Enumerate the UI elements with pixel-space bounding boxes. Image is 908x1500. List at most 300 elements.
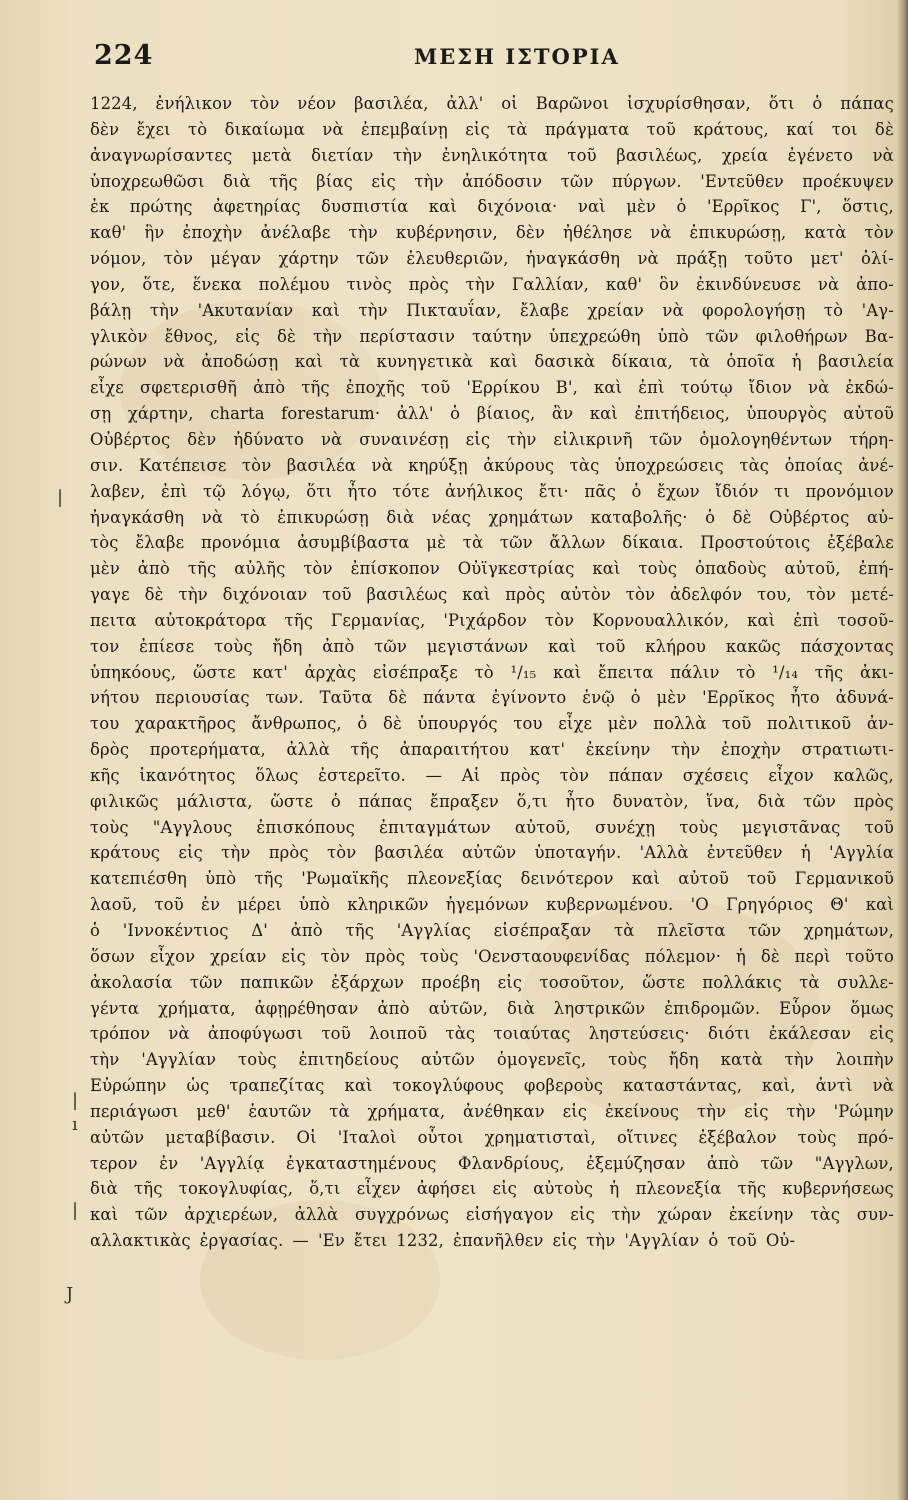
text-line [90, 194, 894, 220]
word: σιν. [90, 455, 124, 475]
word: κυβερνωμένου. [546, 895, 674, 915]
word: κληρικῶν [347, 895, 429, 915]
word: εἰς [465, 429, 491, 449]
word: ἀνήλικος [445, 481, 524, 501]
text-line [90, 143, 894, 169]
text-line [90, 1176, 894, 1202]
text-line [90, 117, 894, 143]
word: 'Ριχάρδον [443, 610, 527, 630]
margin-mark: J [66, 1284, 74, 1305]
word: ἐπιτηδείους [298, 1050, 399, 1070]
page-edge [898, 0, 908, 1500]
word: ἀσυμβίβαστα [297, 533, 410, 553]
word: τὸ [823, 300, 844, 320]
word: τὴν [586, 1231, 616, 1251]
word: 'Ο [690, 895, 709, 915]
word: ἐξέβαλε [827, 533, 894, 553]
word: τούτῳ [680, 378, 733, 398]
word: μὲ [426, 533, 447, 553]
word: κράτους [90, 843, 161, 863]
word: Γερμανίας, [330, 610, 426, 630]
word: νὰ [662, 300, 684, 320]
word: ἐποχὴν [182, 223, 243, 243]
word: Ταῦτα [319, 688, 373, 708]
word: ἀπὸ [377, 998, 410, 1018]
word: τοὺς [90, 817, 129, 837]
word: ἀφήσει [416, 1179, 477, 1199]
word: ὡς [186, 1076, 210, 1096]
word: Εὗρον [779, 998, 832, 1018]
text-line [90, 91, 894, 117]
word: 'Ερρῖκος [702, 688, 775, 708]
word: χρημάτων [488, 507, 574, 527]
word: ἐνηλικότητα [441, 145, 548, 165]
word: τὰς [445, 1024, 476, 1044]
word: πλεῖστα [657, 921, 726, 940]
word: τοῦ [322, 585, 352, 605]
word: ἐπὶ [638, 378, 665, 398]
word: τῶν [649, 429, 683, 449]
word: διὰ [222, 171, 251, 191]
word: περιάγωσι [90, 1101, 179, 1121]
word: ἀποφύγωσι [207, 1024, 304, 1044]
word: πλεονεξία [635, 1179, 722, 1199]
word: των. [265, 688, 304, 708]
word: βίαιος, [476, 404, 536, 424]
word: προτερήματα, [149, 740, 266, 760]
word: τοὺς [238, 1050, 277, 1070]
word: ἐπὶ [793, 610, 820, 630]
word: σχέσεις [682, 765, 749, 785]
word: τὴν [358, 300, 388, 320]
margin-mark: | [57, 487, 64, 508]
word: μάλιστα, [176, 791, 253, 811]
text-line [90, 220, 894, 246]
word: τὰς [569, 455, 600, 475]
word: γλικὸν [90, 326, 148, 346]
word: αὐτῶν [420, 1050, 476, 1070]
word: αὐτῶν [462, 843, 517, 863]
text-line [90, 840, 894, 866]
word: ὃν [659, 274, 680, 294]
word: ἀντὶ [815, 1076, 853, 1096]
text-line [90, 375, 894, 401]
word: Βα- [864, 326, 894, 346]
word: τῆς [814, 662, 844, 682]
word: ἦτο [565, 791, 595, 811]
word: νήτου [90, 688, 140, 708]
word: ἐκάλεσαν [768, 1024, 852, 1044]
word: κατεπιέσθη [90, 869, 187, 889]
word: — [425, 765, 443, 785]
word: ἐπικυρώσῃ, [689, 223, 787, 243]
text-line [90, 866, 894, 892]
word: πράξῃ [676, 249, 728, 269]
word: δυνατὸν, [612, 791, 689, 811]
word: ἐποχὴν [720, 740, 781, 760]
word: πάλιν [670, 662, 720, 682]
word: δὲ [874, 119, 894, 139]
word: πάπαν [608, 765, 664, 785]
word: ἀλλ' [446, 94, 484, 113]
word: καὶ [90, 1205, 119, 1225]
word: πάπας [840, 94, 894, 113]
word: τοιαύτας [493, 1024, 571, 1044]
text-line [90, 711, 894, 737]
word: 'Ερρίκου [466, 378, 540, 398]
word: κυβέρνησιν, [395, 223, 498, 243]
word: Οὐβέρτος [90, 429, 171, 449]
word: τὴν [90, 1050, 120, 1070]
word: 'Αγγλίαν [141, 1050, 217, 1070]
word: τὴν [784, 1050, 814, 1070]
word: ἐκείνην [728, 1205, 794, 1225]
word: Β', [555, 378, 579, 398]
word: εἰσήγαγον [465, 1205, 554, 1225]
word: χώραν [657, 1205, 713, 1225]
word: πρὸς [365, 946, 406, 966]
word: πύργων. [612, 171, 682, 191]
word: εἰς [465, 119, 490, 139]
word: προέβη [421, 972, 481, 992]
word: καὶ [594, 378, 623, 398]
word: τοῦτο [744, 249, 794, 269]
word: τὸν [625, 585, 656, 605]
text-line [90, 918, 894, 944]
word: ἐπικυρώσῃ [277, 507, 369, 527]
word: τήρη- [849, 429, 894, 449]
word: καὶ, [762, 1076, 796, 1096]
word: περίστασιν [359, 326, 456, 346]
word: ἦτο [347, 481, 377, 501]
word: ἐκείνην [585, 740, 651, 760]
word: ἄνθρωπος, [251, 714, 342, 734]
word: τὴν [611, 1205, 641, 1225]
word: συνέχῃ [595, 817, 656, 837]
word: χάρτην [278, 249, 339, 269]
word: ἐγκαταστημένους [286, 1153, 437, 1173]
text-line [90, 608, 894, 634]
word: 'Εν [317, 1231, 345, 1251]
word: 'Αγγλίας [396, 921, 471, 940]
word: ἀνέ- [858, 455, 894, 475]
word: εἶχε [90, 378, 124, 398]
word: διὰ [757, 791, 786, 811]
word: ὅτι [768, 94, 795, 113]
word: ὁ [90, 921, 101, 940]
word: ἀλλὰ [286, 740, 330, 760]
word: χρείαν [587, 300, 644, 320]
word: καταβολῆς· [590, 507, 688, 527]
word: εἰς [281, 946, 306, 966]
word: ἠναγκάσθη [90, 507, 185, 527]
word: πρὸς [408, 274, 449, 294]
word: μετὰ [251, 145, 292, 165]
word: ὁ [708, 1231, 719, 1251]
word: δὲ [277, 326, 296, 346]
body-text [90, 91, 894, 1254]
word: καταστάντας, [623, 1076, 743, 1096]
word: καὶ [592, 559, 621, 579]
word: τοῦ [722, 714, 752, 734]
word: ἀφετηρίας [212, 197, 301, 217]
word: ἴδιόν [715, 481, 759, 501]
word: ἔχει [136, 119, 171, 139]
word: ἔτι· [538, 481, 569, 501]
word: τοῦ [567, 145, 597, 165]
word: προνόμιον [805, 481, 894, 501]
text-line [90, 737, 894, 763]
word: εἶχεν [356, 1179, 401, 1199]
word: ἡ [609, 1179, 620, 1199]
word: καθ' [605, 274, 643, 294]
word: χρεία [721, 145, 769, 165]
word: τοσοῦ- [837, 610, 894, 630]
word: πάσχοντας [800, 636, 894, 656]
word: 'Ερρῖκος [706, 197, 780, 217]
word: ἔπειτα [597, 662, 654, 682]
word: τῶν [705, 326, 739, 346]
word: δὲ [760, 946, 780, 966]
page-number: 224 [94, 40, 154, 71]
word: οἵτινες [616, 1127, 678, 1147]
page-header [94, 40, 894, 80]
word: ἀν- [866, 714, 894, 734]
word: ἀδυνά- [835, 688, 894, 708]
word: 'Αλλὰ [639, 843, 689, 863]
word: χρημάτων, [803, 921, 894, 940]
word: αὐτοῦ, [784, 559, 841, 579]
word: οὗτοι [417, 1127, 464, 1147]
word: πρώτης [129, 197, 193, 217]
word: καὶ [462, 585, 491, 605]
text-line [90, 453, 894, 479]
word: νὰ [371, 455, 393, 475]
word: ἀπὸ [253, 378, 286, 398]
word: ἀρχιερέων, [184, 1205, 279, 1225]
text-line [90, 427, 894, 453]
word: ¹/₁₄ [772, 662, 799, 682]
word: πολλὰ [653, 714, 707, 734]
word: ὀλί- [861, 249, 894, 269]
word: κατ' [529, 740, 566, 760]
word: τὴν [178, 585, 208, 605]
word: ὑπὸ [205, 869, 237, 889]
word: νὰ [872, 1076, 894, 1096]
word: ὑπηκόους, [90, 662, 177, 682]
word: φιλικῶς [90, 791, 159, 811]
word: εἰς [562, 1101, 588, 1121]
word: δὲν [90, 119, 120, 139]
word: αὐτοκράτορα [154, 610, 267, 630]
word: αὐτοὺς [533, 1179, 594, 1199]
word: ἄλλων [549, 533, 606, 553]
word: ἂν [551, 404, 574, 424]
word: τοῦτο [845, 946, 894, 966]
word: ὁ [631, 481, 642, 501]
word: χρείαν [210, 946, 267, 966]
word: βασιλεία [818, 352, 894, 372]
word: τὸν [559, 765, 590, 785]
word: καλῶς, [833, 765, 894, 785]
word: ἀπὸ [706, 1153, 740, 1173]
word: τοὺς [679, 817, 719, 837]
word: πάπας [358, 791, 413, 811]
text-line [90, 944, 894, 970]
word: πόλεμον· [644, 946, 722, 966]
text-line [90, 660, 894, 686]
word: Οὐβέρτος [769, 507, 850, 527]
word: ἀκολασία [90, 972, 173, 992]
word: ἵνα, [706, 791, 740, 811]
word: τὰ [613, 921, 635, 940]
word: ἐπίσκοπον [350, 559, 440, 579]
word: τοῦ [646, 119, 677, 139]
word: χάρτην, [127, 404, 194, 424]
word: ἔπραξεν [430, 791, 499, 811]
word: καί [786, 119, 815, 139]
word: προέκυψεν [802, 171, 894, 191]
word: 'Ακυτανίαν [197, 300, 294, 320]
word: τὰ [689, 352, 710, 372]
word: 'Ρώμην [833, 1101, 894, 1121]
word: ἀπαραιτήτου [399, 740, 510, 760]
word: τὴν [696, 1101, 727, 1121]
word: ἀνέθηκαν [463, 1101, 545, 1121]
word: νὰ [650, 223, 672, 243]
word: τὸν [250, 94, 280, 113]
word: πρό- [857, 1127, 894, 1147]
word: πολέμου [258, 274, 330, 294]
word: πολλάκις [702, 972, 782, 992]
word: τοῦ [321, 1024, 351, 1044]
word: τὸ [474, 662, 494, 682]
word: ἔλαβε [519, 300, 569, 320]
word: ἕνεκα [192, 274, 242, 294]
word: τῆς [254, 869, 283, 889]
word: ἐνήλικον [155, 94, 233, 113]
word: τὸν [864, 223, 894, 243]
word: ἐκ [90, 197, 110, 217]
word: τὴν [671, 740, 701, 760]
word: ὅσων [90, 946, 135, 966]
word: μὲν [90, 559, 120, 579]
word: τὴν [221, 843, 251, 863]
word: Γ', [800, 197, 822, 217]
word: αλλακτικὰς [90, 1231, 191, 1251]
word: δίκαια, [611, 352, 673, 372]
word: ἐργασίας. [199, 1231, 284, 1251]
text-line [90, 892, 894, 918]
word: τὰ [462, 533, 484, 553]
word: ἀπὸ [322, 636, 355, 656]
word: ὁ [676, 197, 687, 217]
word: τὸ [736, 662, 756, 682]
word: αὐτοῦ [843, 404, 894, 424]
word: καθ' [90, 223, 127, 243]
text-line [90, 349, 894, 375]
word: λαβεν, [90, 481, 146, 501]
word: ναὶ [577, 197, 606, 217]
word: τὸν [320, 946, 351, 966]
text-line [90, 505, 894, 531]
word: τοῦ [596, 636, 626, 656]
word: ἐκδώ- [845, 378, 894, 398]
word: 'Ιταλοὶ [337, 1127, 397, 1147]
word: ὑπουργὸς [746, 404, 827, 424]
word: καὶ [294, 352, 324, 372]
word: σῃ [90, 404, 112, 424]
word: δὲν [515, 223, 545, 243]
word: τῶν [356, 249, 390, 269]
word: τὸν [241, 455, 272, 475]
word: πρὸς [500, 765, 541, 785]
word: αὐτῶν [90, 1127, 145, 1147]
word: βάλῃ [90, 300, 132, 320]
word: 1232, [396, 1231, 444, 1251]
word: τοῦ [421, 378, 451, 398]
word: στρατιωτι- [801, 740, 894, 760]
word: τι [774, 481, 790, 501]
word: τον [90, 636, 120, 656]
word: ἐπίεσε [139, 636, 195, 656]
word: τὸν [303, 559, 333, 579]
word: ἐνῷ [582, 688, 615, 708]
word: βασιλέα [374, 843, 444, 863]
word: ἀνέλαβε [260, 223, 331, 243]
word: τὰ [339, 352, 361, 372]
word: αὐλῆς [234, 559, 286, 579]
text-line [90, 298, 894, 324]
word: ἐπή- [858, 559, 894, 579]
word: τὰς [810, 1205, 841, 1225]
word: του [513, 714, 543, 734]
word: κῆς [90, 765, 120, 785]
word: Αἱ [461, 765, 481, 785]
word: πολιτικοῦ [766, 714, 852, 734]
word: ἀπόδοσιν [462, 171, 543, 191]
text-line [90, 1073, 894, 1099]
word: Φλανδρίους, [457, 1153, 565, 1173]
word: Πικταυΐαν, [406, 300, 502, 320]
word: τῆς [737, 1179, 767, 1199]
word: forestarum· [281, 404, 381, 424]
word: τὸν [163, 249, 194, 269]
word: ἣν [144, 223, 165, 243]
word: τὴν [414, 171, 444, 191]
word: ἱκανότητος [139, 765, 236, 785]
word: ἰσχυρίσθησαν, [627, 94, 751, 113]
word: κυβερνήσεως [782, 1179, 894, 1199]
word: διχόνοιαν [222, 585, 308, 605]
word: τὸν [806, 585, 837, 605]
word: τοῦ [727, 1231, 757, 1251]
word: ἀλλὰ [294, 1205, 339, 1225]
word: ἦτο [790, 688, 820, 708]
word: τινὸς [346, 274, 392, 294]
word: ἤδη [272, 636, 303, 656]
word: ὥστε [270, 791, 314, 811]
word: ἀπὸ [137, 559, 170, 579]
word: ὑπεχρεώθη [548, 326, 641, 346]
word: δρὸς [90, 740, 130, 760]
word: ὑποταγήν. [534, 843, 622, 863]
text-line [90, 1099, 894, 1125]
word: νὰ [322, 119, 344, 139]
word: ἐντεῦθεν [706, 843, 783, 863]
word: συλλε- [837, 972, 894, 992]
word: "Αγγλους [152, 817, 233, 837]
